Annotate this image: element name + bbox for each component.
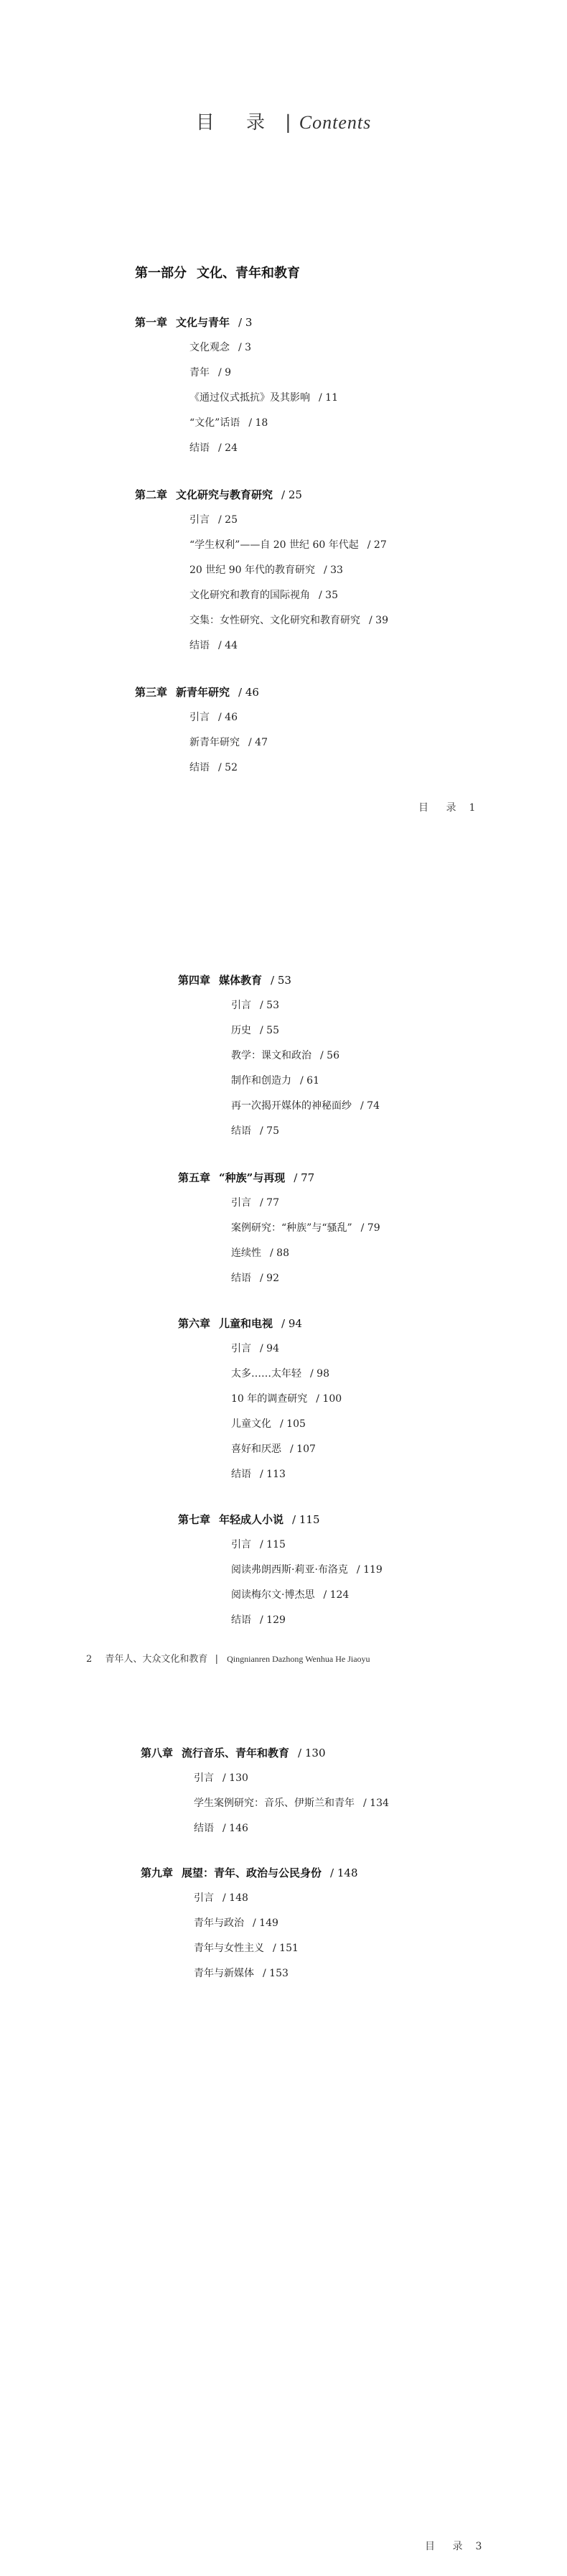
entry-page: / 25 xyxy=(218,514,238,526)
toc-entry[interactable] xyxy=(189,760,238,774)
chapter-number: 第四章 xyxy=(178,974,211,987)
entry-page: / 153 xyxy=(263,1968,289,1979)
part-number: 第一部分 xyxy=(135,266,187,281)
entry-title: 引言 xyxy=(189,712,210,723)
chapter-page: / 53 xyxy=(271,974,291,987)
toc-entry[interactable] xyxy=(231,998,279,1012)
entry-title: 引言 xyxy=(231,1539,251,1550)
toc-entry[interactable] xyxy=(231,1466,286,1481)
entry-title: 20 世纪 90 年代的教育研究 xyxy=(189,564,315,576)
entry-title: 教学：课文和政治 xyxy=(231,1050,311,1061)
chapter-title: 文化与青年 xyxy=(176,316,230,329)
entry-title: 结语 xyxy=(194,1823,214,1834)
entry-title: 《通过仪式抵抗》及其影响 xyxy=(189,392,310,404)
entry-title: 太多……太年轻 xyxy=(231,1368,301,1380)
entry-page: / 98 xyxy=(310,1368,329,1380)
entry-title: 文化研究和教育的国际视角 xyxy=(189,590,310,601)
toc-entry[interactable] xyxy=(189,340,251,354)
entry-page: / 75 xyxy=(260,1125,279,1137)
entry-title: 青年 xyxy=(189,367,210,378)
entry-page: / 74 xyxy=(360,1100,380,1112)
chapter-page: / 130 xyxy=(298,1747,326,1759)
page-folio xyxy=(425,2539,482,2553)
entry-page: / 148 xyxy=(222,1892,248,1904)
running-separator: | xyxy=(215,1654,218,1665)
chapter-number: 第二章 xyxy=(135,488,168,501)
toc-entry[interactable] xyxy=(189,415,268,429)
entry-page: / 134 xyxy=(363,1798,389,1809)
entry-title: 青年与新媒体 xyxy=(194,1968,254,1979)
toc-page-3 xyxy=(0,1709,567,2576)
chapter-heading[interactable] xyxy=(178,972,291,987)
toc-entry[interactable] xyxy=(231,1195,279,1209)
entry-page: / 94 xyxy=(260,1343,279,1354)
running-title-pinyin: Qingnianren Dazhong Wenhua He Jiaoyu xyxy=(227,1654,370,1664)
chapter-heading[interactable] xyxy=(178,1316,302,1331)
toc-entry[interactable] xyxy=(231,1048,339,1062)
entry-page: / 146 xyxy=(222,1823,248,1834)
entry-title: 结语 xyxy=(189,640,210,651)
chapter-number: 第七章 xyxy=(178,1513,211,1526)
entry-page: / 124 xyxy=(323,1589,350,1601)
entry-title: 结语 xyxy=(231,1125,251,1137)
toc-entry[interactable] xyxy=(189,587,338,602)
entry-page: / 107 xyxy=(290,1443,316,1455)
entry-title: 引言 xyxy=(231,1000,251,1011)
toc-entry[interactable] xyxy=(231,1391,342,1405)
chapter-title: 文化研究与教育研究 xyxy=(176,488,273,501)
chapter-title: “种族”与再现 xyxy=(219,1171,286,1184)
chapter-number: 第一章 xyxy=(135,316,168,329)
entry-page: / 61 xyxy=(300,1075,319,1087)
toc-entry[interactable] xyxy=(231,1220,380,1234)
entry-title: 结语 xyxy=(231,1469,251,1480)
entry-title: 青年与政治 xyxy=(194,1917,244,1929)
part-title xyxy=(135,263,300,282)
toc-entry[interactable] xyxy=(231,1416,306,1431)
chapter-heading[interactable] xyxy=(178,1170,314,1185)
entry-page: / 44 xyxy=(218,640,238,651)
entry-title: 结语 xyxy=(231,1273,251,1284)
toc-entry[interactable] xyxy=(194,1915,278,1930)
toc-entry[interactable] xyxy=(194,1821,248,1835)
running-title: 青年人、大众文化和教育 xyxy=(105,1654,208,1665)
entry-title: 学生案例研究：音乐、伊斯兰和青年 xyxy=(194,1798,355,1809)
entry-page: / 11 xyxy=(319,392,338,404)
folio-label: 目 录 xyxy=(418,802,464,814)
toc-entry[interactable] xyxy=(189,390,338,404)
toc-entry[interactable] xyxy=(189,562,343,577)
toc-entry[interactable] xyxy=(189,537,387,552)
entry-page: / 151 xyxy=(273,1943,299,1954)
chapter-page: / 3 xyxy=(238,316,253,329)
entry-title: 制作和创造力 xyxy=(231,1075,291,1087)
entry-page: / 55 xyxy=(260,1025,279,1036)
chapter-title: 媒体教育 xyxy=(219,974,263,987)
entry-title: 引言 xyxy=(189,514,210,526)
entry-page: / 56 xyxy=(320,1050,339,1061)
toc-header-cn: 目 录 xyxy=(195,112,278,134)
entry-title: 青年与女性主义 xyxy=(194,1943,264,1954)
chapter-page: / 46 xyxy=(238,686,259,699)
entry-page: / 149 xyxy=(253,1917,278,1929)
chapter-title: 流行音乐、青年和教育 xyxy=(182,1747,290,1759)
entry-page: / 130 xyxy=(222,1772,248,1784)
chapter-page: / 115 xyxy=(292,1513,320,1526)
folio-number: 3 xyxy=(475,2541,482,2552)
entry-title: 文化观念 xyxy=(189,342,230,353)
toc-entry[interactable] xyxy=(189,613,388,627)
entry-page: / 9 xyxy=(218,367,232,378)
chapter-page: / 77 xyxy=(294,1171,315,1184)
toc-entry[interactable] xyxy=(189,638,238,652)
entry-page: / 24 xyxy=(218,442,238,454)
toc-entry[interactable] xyxy=(189,735,268,749)
entry-title: 连续性 xyxy=(231,1247,261,1259)
entry-title: 引言 xyxy=(194,1772,214,1784)
entry-page: / 105 xyxy=(280,1418,306,1430)
toc-entry[interactable] xyxy=(231,1537,286,1551)
entry-title: “学生权利”——自 20 世纪 60 年代起 xyxy=(189,539,359,551)
toc-header xyxy=(0,108,567,134)
toc-entry[interactable] xyxy=(231,1341,279,1355)
chapter-title: 年轻成人小说 xyxy=(219,1513,284,1526)
folio-number: 2 xyxy=(86,1654,93,1665)
folio-label: 目 录 xyxy=(425,2541,470,2552)
entry-page: / 46 xyxy=(218,712,238,723)
entry-page: / 119 xyxy=(356,1564,383,1576)
chapter-number: 第六章 xyxy=(178,1317,211,1330)
toc-entry[interactable] xyxy=(194,1795,389,1810)
entry-title: 案例研究：“种族”与“骚乱” xyxy=(231,1222,352,1234)
part-name: 文化、青年和教育 xyxy=(197,266,300,281)
entry-page: / 88 xyxy=(270,1247,289,1259)
entry-title: “文化”话语 xyxy=(189,417,240,429)
entry-title: 引言 xyxy=(194,1892,214,1904)
entry-page: / 39 xyxy=(369,615,388,626)
toc-entry[interactable] xyxy=(194,1940,299,1955)
entry-page: / 53 xyxy=(260,1000,279,1011)
toc-entry[interactable] xyxy=(231,1073,319,1087)
entry-page: / 35 xyxy=(319,590,338,601)
toc-entry[interactable] xyxy=(231,1098,380,1112)
chapter-title: 展望：青年、政治与公民身份 xyxy=(182,1866,322,1879)
entry-title: 引言 xyxy=(231,1197,251,1209)
entry-title: 再一次揭开媒体的神秘面纱 xyxy=(231,1100,352,1112)
chapter-number: 第五章 xyxy=(178,1171,211,1184)
chapter-number: 第九章 xyxy=(141,1866,174,1879)
entry-title: 儿童文化 xyxy=(231,1418,271,1430)
chapter-heading[interactable] xyxy=(135,487,302,502)
entry-page: / 115 xyxy=(260,1539,286,1550)
toc-page-2 xyxy=(0,941,567,1666)
entry-page: / 129 xyxy=(260,1614,286,1626)
chapter-page: / 94 xyxy=(281,1317,302,1330)
toc-entry[interactable] xyxy=(231,1441,316,1456)
entry-page: / 113 xyxy=(260,1469,286,1480)
toc-entry[interactable] xyxy=(231,1123,279,1138)
toc-entry[interactable] xyxy=(194,1770,248,1785)
toc-entry[interactable] xyxy=(194,1966,289,1980)
chapter-heading[interactable] xyxy=(135,684,259,699)
toc-entry[interactable] xyxy=(189,440,238,455)
toc-entry[interactable] xyxy=(231,1023,279,1037)
entry-title: 新青年研究 xyxy=(189,737,240,748)
running-footer xyxy=(86,1651,370,1665)
toc-page-1 xyxy=(0,0,567,814)
entry-page: / 3 xyxy=(238,342,252,353)
entry-title: 10 年的调查研究 xyxy=(231,1393,308,1405)
entry-page: / 47 xyxy=(248,737,268,748)
chapter-title: 儿童和电视 xyxy=(219,1317,273,1330)
entry-page: / 100 xyxy=(316,1393,342,1405)
chapter-heading[interactable] xyxy=(141,1865,357,1880)
chapter-number: 第八章 xyxy=(141,1747,174,1759)
entry-page: / 18 xyxy=(248,417,268,429)
chapter-heading[interactable] xyxy=(178,1512,319,1527)
entry-title: 喜好和厌恶 xyxy=(231,1443,281,1455)
entry-title: 结语 xyxy=(231,1614,251,1626)
toc-entry[interactable] xyxy=(189,365,231,379)
entry-page: / 79 xyxy=(360,1222,380,1234)
toc-header-en: Contents xyxy=(299,112,372,133)
chapter-title: 新青年研究 xyxy=(176,686,230,699)
toc-entry[interactable] xyxy=(231,1587,349,1601)
entry-title: 结语 xyxy=(189,762,210,773)
toc-entry[interactable] xyxy=(231,1562,383,1576)
entry-page: / 33 xyxy=(323,564,343,576)
entry-title: 历史 xyxy=(231,1025,251,1036)
entry-title: 阅读梅尔文·博杰思 xyxy=(231,1589,315,1601)
chapter-heading[interactable] xyxy=(135,315,252,330)
chapter-number: 第三章 xyxy=(135,686,168,699)
entry-page: / 52 xyxy=(218,762,238,773)
entry-title: 引言 xyxy=(231,1343,251,1354)
toc-header-separator: | xyxy=(285,112,292,134)
entry-page: / 92 xyxy=(260,1273,279,1284)
toc-entry[interactable] xyxy=(231,1245,289,1260)
chapter-page: / 25 xyxy=(281,488,302,501)
entry-title: 结语 xyxy=(189,442,210,454)
entry-page: / 27 xyxy=(367,539,387,551)
chapter-page: / 148 xyxy=(330,1866,358,1879)
toc-entry[interactable] xyxy=(194,1890,248,1905)
toc-entry[interactable] xyxy=(231,1612,286,1627)
toc-entry[interactable] xyxy=(189,710,238,724)
folio-number: 1 xyxy=(469,802,476,814)
toc-entry[interactable] xyxy=(231,1270,279,1285)
entry-title: 阅读弗朗西斯·莉亚·布洛克 xyxy=(231,1564,348,1576)
toc-entry[interactable] xyxy=(231,1366,329,1380)
entry-page: / 77 xyxy=(260,1197,279,1209)
chapter-heading[interactable] xyxy=(141,1745,325,1760)
page-folio xyxy=(418,800,475,814)
entry-title: 交集：女性研究、文化研究和教育研究 xyxy=(189,615,360,626)
toc-entry[interactable] xyxy=(189,512,238,526)
